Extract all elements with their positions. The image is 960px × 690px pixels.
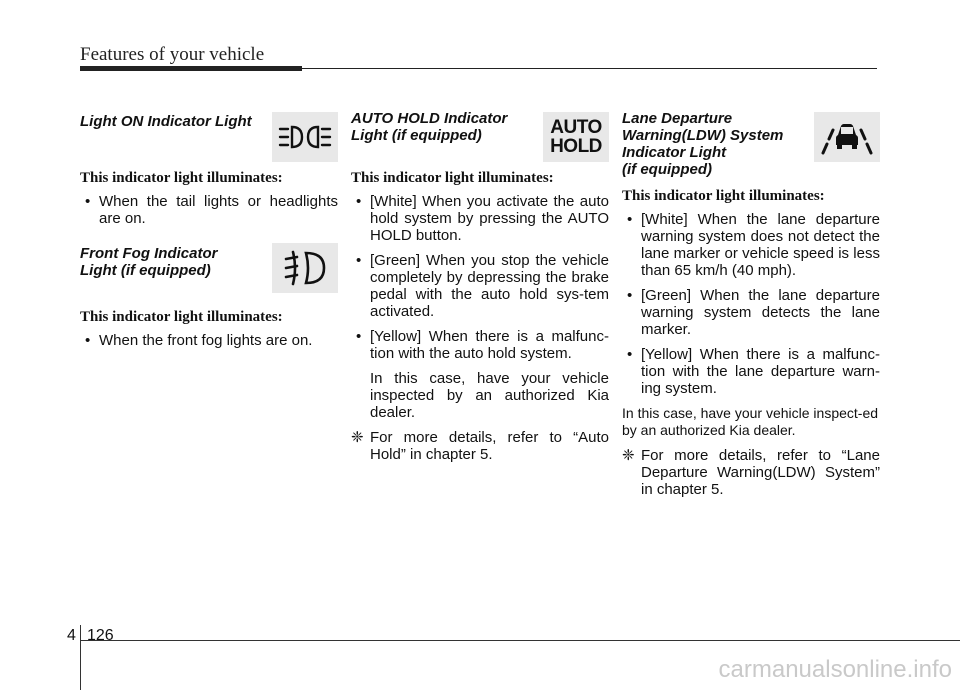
page-number: 126 — [87, 627, 114, 644]
section-title-light-on: Light ON Indicator Light — [80, 113, 252, 130]
bullet-item: • [Yellow] When there is a malfunc-tion with the lane departure warn-ing system. — [622, 346, 880, 397]
title-line: Indicator Light — [622, 144, 727, 161]
note-text: For more details, refer to “Lane Departure Warning(LDW) System” in chapter 5. — [641, 447, 880, 498]
column-1 — [80, 110, 338, 357]
title-line: Front Fog Indicator — [80, 245, 218, 262]
title-line: (if equipped) — [622, 161, 712, 178]
reference-note — [622, 447, 880, 498]
title-line: Warning(LDW) System — [622, 127, 784, 144]
front-fog-light-icon — [272, 243, 338, 293]
auto-hold-icon-text: AUTO — [550, 117, 602, 138]
section-lead: This indicator light illuminates: — [622, 188, 825, 204]
title-line: Light (if equipped) — [80, 262, 211, 279]
bullet-item: • [Yellow] When there is a malfunc-tion with the auto hold system. — [351, 328, 609, 362]
reference-note — [351, 429, 609, 463]
indent-paragraph: In this case, have your vehicle inspected by an authorized Kia dealer. — [370, 370, 609, 421]
bullet-item: • When the tail lights or headlights are on. — [80, 193, 338, 227]
lane-departure-icon — [814, 112, 880, 162]
bullet-item: • [White] When the lane departure warning system does not detect the lane marker or vehicle speed is less than 65 km/h (40 mph). — [622, 211, 880, 279]
footer-vertical-rule — [80, 625, 81, 690]
title-line: AUTO HOLD Indicator — [351, 110, 508, 127]
section-lead: This indicator light illuminates: — [351, 170, 554, 186]
bullet-item: • [White] When you activate the auto hold system by pressing the AUTO HOLD button. — [351, 193, 609, 244]
headlight-icon — [272, 112, 338, 162]
section-lead: This indicator light illuminates: — [80, 170, 283, 186]
bullet-item: • [Green] When you stop the vehicle completely by depressing the brake pedal with the auto hold sys-tem activated. — [351, 252, 609, 320]
bullet-item: • [Green] When the lane departure warning system detects the lane marker. — [622, 287, 880, 338]
bullet-item: • When the front fog lights are on. — [80, 332, 338, 349]
chapter-number: 4 — [67, 627, 76, 644]
note-mark: ❈ — [622, 447, 635, 464]
header-rule-thin — [300, 68, 877, 69]
column-3 — [622, 110, 880, 498]
plain-paragraph: In this case, have your vehicle inspect-ed by an authorized Kia dealer. — [622, 405, 879, 438]
title-line: Light (if equipped) — [351, 127, 482, 144]
footer-horizontal-rule — [80, 640, 960, 641]
column-2 — [351, 110, 609, 463]
watermark: carmanualsonline.info — [718, 656, 952, 683]
section-lead: This indicator light illuminates: — [80, 309, 283, 325]
header-rule-thick — [80, 66, 302, 71]
auto-hold-icon-text: HOLD — [550, 136, 602, 157]
header-title: Features of your vehicle — [80, 44, 265, 65]
note-mark: ❈ — [351, 429, 364, 446]
auto-hold-icon — [543, 112, 609, 162]
title-line: Lane Departure — [622, 110, 733, 127]
note-text: For more details, refer to “Auto Hold” in chapter 5. — [370, 429, 609, 463]
